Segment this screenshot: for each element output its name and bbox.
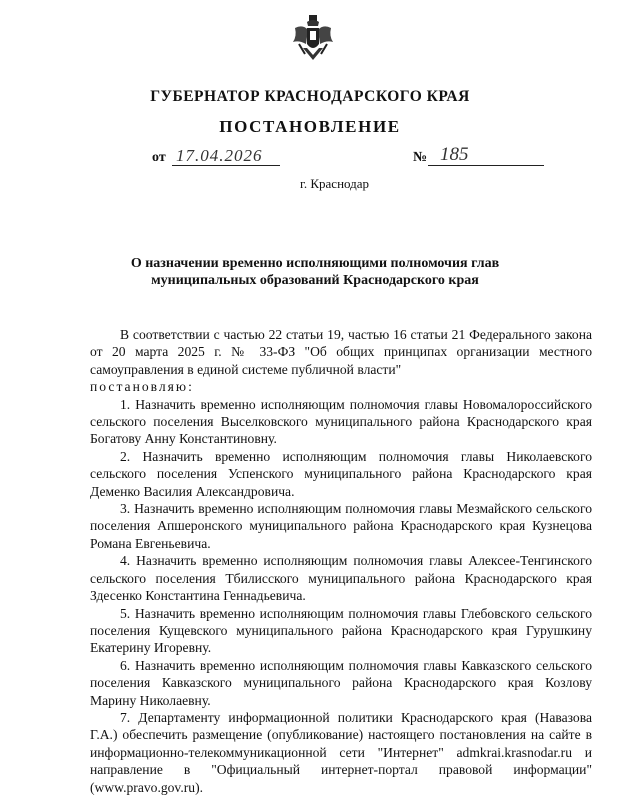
- title-line: муниципальных образований Краснодарского края: [151, 273, 479, 288]
- city: г. Краснодар: [300, 176, 370, 191]
- preamble: В соответствии с частью 22 статьи 19, частью 16 статьи 21 Федерального закона от 20 марта 2025 г. № 33-ФЗ "Об общих принципах организации местного самоуправления в единой системе публичной власти": [90, 327, 592, 377]
- date-label: от: [152, 150, 166, 165]
- decree-item: 7. Департаменту информационной политики Краснодарского края (Навазова Г.А.) обеспечить размещение (опубликование) настоящего постановления на сайте в информационно-телекоммуникационной сети "Интернет" admkrai.krasnodar.ru и направление в "Официальный интернет-портал правовой информации" (www.pravo.gov.ru).: [90, 709, 592, 795]
- document-body: [90, 326, 592, 796]
- decree-item: 4. Назначить временно исполняющим полномочия главы Алексее-Тенгинского сельского поселения Тбилисского муниципального района Краснодарского края Здесенко Константина Геннадьевича.: [90, 553, 592, 604]
- coat-of-arms-emblem: [289, 14, 337, 62]
- decree-item: 1. Назначить временно исполняющим полномочия главы Новомалороссийского сельского поселения Выселковского муниципального района Краснодарского края Богатову Анну Константиновну.: [90, 396, 592, 447]
- decree-word: постановляю:: [90, 379, 194, 395]
- organization-heading: ГУБЕРНАТОР КРАСНОДАРСКОГО КРАЯ: [150, 88, 470, 105]
- document-number: 185: [428, 144, 544, 166]
- document-title: [120, 255, 510, 289]
- title-line: О назначении временно исполняющими полномочия глав: [130, 256, 500, 271]
- decree-item: 2. Назначить временно исполняющим полномочия главы Николаевского сельского поселения Успенского муниципального района Краснодарского края Деменко Василия Александровича.: [90, 448, 592, 499]
- decree-item: 6. Назначить временно исполняющим полномочия главы Кавказского сельского поселения Кавказского муниципального района Краснодарского края Козлову Марину Николаевну.: [90, 657, 592, 708]
- decree-item: 3. Назначить временно исполняющим полномочия главы Мезмайского сельского поселения Апшеронского муниципального района Краснодарского края Кузнецова Романа Евгеньевича.: [90, 501, 592, 551]
- decree-item: 5. Назначить временно исполняющим полномочия главы Глебовского сельского поселения Кущевского муниципального района Краснодарского края Гурушкину Екатерину Игоревну.: [90, 605, 592, 656]
- document-type-heading: ПОСТАНОВЛЕНИЕ: [219, 117, 401, 136]
- number-label: №: [413, 150, 428, 165]
- document-date: 17.04.2026: [172, 146, 280, 166]
